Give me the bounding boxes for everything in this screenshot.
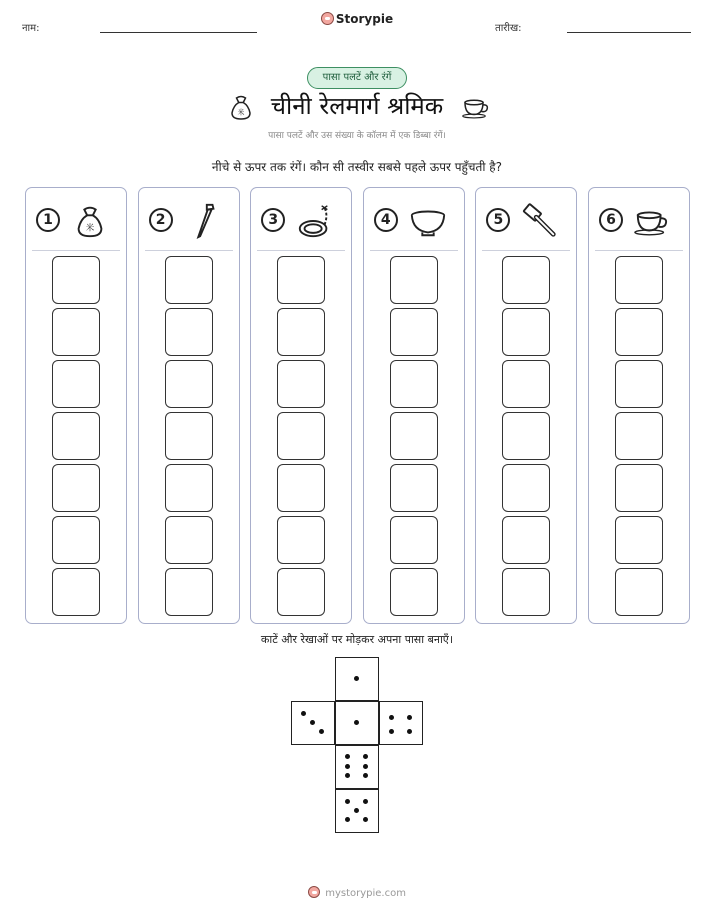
die-face-four: [379, 701, 423, 745]
color-box[interactable]: [390, 308, 438, 356]
color-box[interactable]: [390, 516, 438, 564]
column-divider: [32, 250, 120, 251]
subtitle: पासा पलटें और उस संख्या के कॉलम में एक डिब्बा रंगें।: [268, 131, 446, 141]
column-number: 4: [374, 208, 398, 232]
color-box[interactable]: [502, 464, 550, 512]
column-6: [588, 187, 690, 624]
color-box[interactable]: [165, 256, 213, 304]
color-box[interactable]: [502, 412, 550, 460]
column-2: [138, 187, 240, 624]
die-pip: [345, 754, 350, 759]
activity-badge: पासा पलटें और रंगें: [307, 67, 407, 89]
color-box[interactable]: [615, 412, 663, 460]
color-box[interactable]: [165, 308, 213, 356]
color-box[interactable]: [502, 360, 550, 408]
name-label: नाम:: [22, 23, 40, 34]
die-pip: [354, 676, 359, 681]
die-pip: [363, 799, 368, 804]
color-box[interactable]: [52, 464, 100, 512]
column-divider: [595, 250, 683, 251]
railroad-spike-icon: [183, 202, 223, 240]
name-line[interactable]: [100, 32, 257, 33]
column-4: [363, 187, 465, 624]
die-pip: [345, 799, 350, 804]
die-pip: [345, 817, 350, 822]
date-line[interactable]: [567, 32, 691, 33]
die-pip: [389, 715, 394, 720]
color-box[interactable]: [277, 360, 325, 408]
die-pip: [363, 764, 368, 769]
color-box[interactable]: [615, 308, 663, 356]
color-box[interactable]: [52, 256, 100, 304]
die-pip: [363, 754, 368, 759]
die-pip: [345, 773, 350, 778]
column-header: [261, 202, 341, 242]
column-number: 1: [36, 208, 60, 232]
die-pip: [389, 729, 394, 734]
die-pip: [319, 729, 324, 734]
color-box[interactable]: [52, 308, 100, 356]
storypie-logo-icon: [308, 886, 320, 898]
color-box[interactable]: [615, 360, 663, 408]
column-header: [149, 202, 229, 242]
column-number: 3: [261, 208, 285, 232]
teacup-icon: [462, 92, 492, 122]
die-pip: [363, 773, 368, 778]
column-divider: [145, 250, 233, 251]
color-box[interactable]: [165, 568, 213, 616]
instruction-text: नीचे से ऊपर तक रंगें। कौन सी तस्वीर सबसे पहले ऊपर पहुँचती है?: [211, 160, 503, 174]
column-header: [599, 202, 679, 242]
die-pip: [407, 729, 412, 734]
color-box[interactable]: [52, 516, 100, 564]
svg-text:米: 米: [237, 108, 245, 117]
column-number: 6: [599, 208, 623, 232]
color-box[interactable]: [165, 464, 213, 512]
die-pip: [363, 817, 368, 822]
footer: [0, 886, 714, 899]
color-box[interactable]: [277, 516, 325, 564]
sack-icon: [70, 202, 110, 240]
color-box[interactable]: [165, 360, 213, 408]
die-pip: [310, 720, 315, 725]
color-box[interactable]: [165, 412, 213, 460]
color-box[interactable]: [390, 360, 438, 408]
die-face-six: [335, 745, 379, 789]
color-box[interactable]: [277, 308, 325, 356]
die-face-one: [335, 657, 379, 701]
die-pip: [354, 720, 359, 725]
color-box[interactable]: [52, 568, 100, 616]
column-header: [374, 202, 454, 242]
die-face-three: [291, 701, 335, 745]
svg-text:米: 米: [85, 223, 95, 234]
die-pip: [354, 808, 359, 813]
color-box[interactable]: [277, 568, 325, 616]
column-divider: [257, 250, 345, 251]
date-label: तारीख:: [495, 23, 522, 34]
cut-instruction: काटें और रेखाओं पर मोड़कर अपना पासा बनाएँ।: [260, 633, 454, 646]
color-box[interactable]: [615, 464, 663, 512]
column-header: [486, 202, 566, 242]
column-5: [475, 187, 577, 624]
color-box[interactable]: [277, 412, 325, 460]
column-number: 2: [149, 208, 173, 232]
rope-icon: [295, 202, 335, 240]
dice-columns: [25, 187, 690, 624]
color-box[interactable]: [502, 568, 550, 616]
column-1: [25, 187, 127, 624]
color-box[interactable]: [390, 412, 438, 460]
column-number: 5: [486, 208, 510, 232]
color-box[interactable]: [502, 516, 550, 564]
die-face-five: [335, 789, 379, 833]
page-title: चीनी रेलमार्ग श्रमिक: [270, 92, 444, 120]
die-pip: [407, 715, 412, 720]
teacup-icon: [633, 202, 673, 240]
die-pip: [345, 764, 350, 769]
color-box[interactable]: [52, 412, 100, 460]
color-box[interactable]: [165, 516, 213, 564]
die-face-one: [335, 701, 379, 745]
brand-logo: [0, 12, 714, 26]
color-box[interactable]: [390, 568, 438, 616]
color-box[interactable]: [277, 464, 325, 512]
color-box[interactable]: [502, 308, 550, 356]
brand-name: Storypie: [335, 12, 394, 26]
color-box[interactable]: [52, 360, 100, 408]
column-3: [250, 187, 352, 624]
color-box[interactable]: [615, 568, 663, 616]
column-header: [36, 202, 116, 242]
footer-url[interactable]: mystorypie.com: [325, 888, 406, 899]
color-box[interactable]: [615, 516, 663, 564]
color-box[interactable]: [390, 464, 438, 512]
column-divider: [482, 250, 570, 251]
hammer-icon: [520, 202, 560, 240]
die-pip: [301, 711, 306, 716]
color-box[interactable]: [390, 256, 438, 304]
color-box[interactable]: [502, 256, 550, 304]
color-box[interactable]: [615, 256, 663, 304]
column-divider: [370, 250, 458, 251]
title-row: [0, 90, 714, 124]
storypie-logo-icon: [321, 12, 334, 25]
bowl-icon: [408, 202, 448, 240]
color-box[interactable]: [277, 256, 325, 304]
